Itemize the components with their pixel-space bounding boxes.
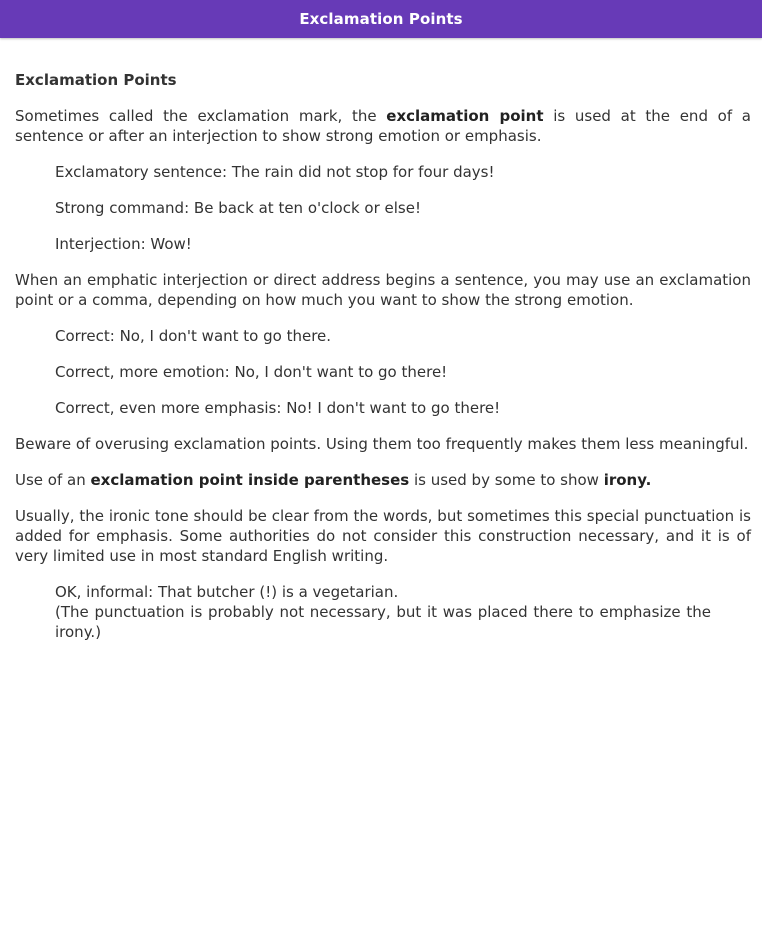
interjection-paragraph: When an emphatic interjection or direct address begins a sentence, you may use an exclamation point or a comma, depending on how much you want to show the strong emotion.: [15, 271, 751, 309]
example-interjection: Interjection: Wow!: [55, 235, 192, 253]
example-irony-line2: (The punctuation is probably not necessary, but it was placed there to emphasize the irony.): [55, 603, 711, 641]
intro-text-c: is used at the end of a sentence or after an interjection to show strong emotion or emphasis.: [15, 107, 751, 145]
example-more-emotion: Correct, more emotion: No, I don't want to go there!: [55, 363, 448, 381]
example-exclamatory: Exclamatory sentence: The rain did not stop for four days!: [55, 163, 495, 181]
parentheses-text-c: is used by some to show: [409, 471, 604, 489]
parentheses-paragraph: [15, 470, 751, 490]
irony-term: irony.: [603, 471, 652, 489]
app-header: [0, 0, 762, 38]
intro-paragraph: [15, 106, 751, 146]
parentheses-term: exclamation point inside parentheses: [90, 471, 410, 489]
header-title: Exclamation Points: [299, 10, 463, 28]
intro-text-a: Sometimes called the exclamation mark, the: [15, 107, 387, 125]
example-more-emphasis: Correct, even more emphasis: No! I don't want to go there!: [55, 399, 501, 417]
example-irony-line1: OK, informal: That butcher (!) is a vegetarian.: [55, 583, 399, 601]
section-title: Exclamation Points: [15, 71, 177, 89]
parentheses-text-a: Use of an: [15, 471, 91, 489]
example-command: Strong command: Be back at ten o'clock or else!: [55, 199, 421, 217]
intro-term: exclamation point: [386, 107, 544, 125]
article-content: [0, 70, 762, 642]
example-correct: Correct: No, I don't want to go there.: [55, 327, 332, 345]
ironic-tone-paragraph: Usually, the ironic tone should be clear from the words, but sometimes this special punctuation is added for emphasis. Some authorities do not consider this construction necessary, and it is of very limited use in most standard English writing.: [15, 507, 751, 565]
example-irony: [55, 582, 711, 642]
overuse-paragraph: Beware of overusing exclamation points. Using them too frequently makes them less meaningful.: [15, 435, 749, 453]
